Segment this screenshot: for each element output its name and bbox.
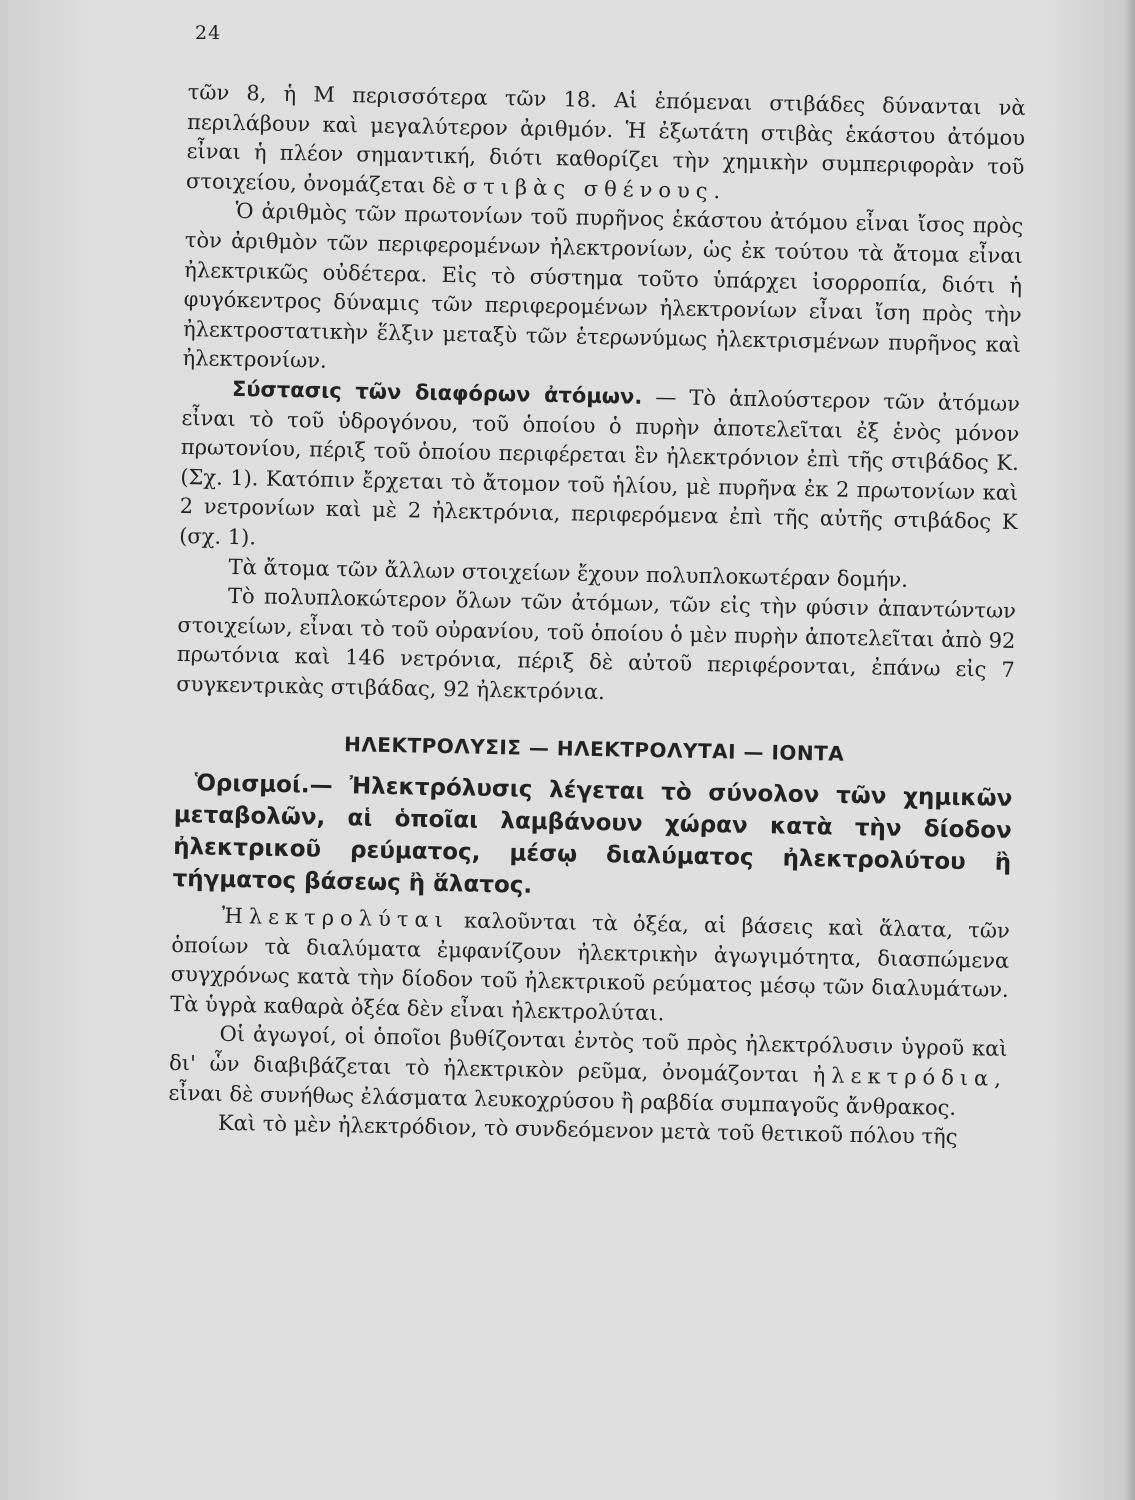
paragraph-other-elements: Τὰ ἄτομα τῶν ἄλλων στοιχείων ἔχουν πολυπλοκωτέραν δομήν. <box>228 554 909 592</box>
spaced-term-electrolytes: Ἠλεκτρολύται <box>221 903 450 933</box>
paragraph-electrolytes <box>170 901 1010 1035</box>
page-body <box>168 78 1026 1154</box>
definition-text: Ἠλεκτρόλυσις λέγεται τὸ σύνολον τῶν χημικῶν μεταβολῶν, αἱ ὁποῖαι λαμβάνουν χώραν κατὰ τὴν δίοδον ἠλεκτρικοῦ ρεύματος, μέσῳ διαλύματος ἠλεκτρολύτου ἢ τήγματος βάσεως ἢ ἅλατος. <box>172 773 1013 899</box>
paragraph-uranium: Τὸ πολυπλοκώτερον ὅλων τῶν ἀτόμων, τῶν εἰς τὴν φύσιν ἀπαντώντων στοιχείων, εἶναι τὸ τοῦ οὐρανίου, τοῦ ὁποίου ὁ μὲν πυρὴν ἀποτελεῖται ἀπὸ 92 πρωτόνια καὶ 146 νετρόνια, πέριξ δὲ αὐτοῦ περιφέρονται, ἐπάνω εἰς 7 συγκεντρικὰς στιβάδας, 92 ἠλεκτρόνια. <box>176 583 1017 704</box>
spaced-term-electrodes: ἠλεκτρόδια, <box>812 1063 1008 1091</box>
paragraph-valence-shell <box>186 78 1026 212</box>
runin-heading-definitions: Ὁρισμοί.— <box>194 770 333 799</box>
paragraph-proton-count: Ὁ ἀριθμὸς τῶν πρωτονίων τοῦ πυρῆνος ἑκάστου ἀτόμου εἶναι ἴσος πρὸς τὸν ἀριθμὸν τῶν περιφερομένων ἠλεκτρονίων, ὡς ἐκ τούτου τὰ ἄτομα εἶναι ἠλεκτρικῶς οὐδέτερα. Εἰς τὸ σύστημα τοῦτο ὑπάρχει ἰσορροπία, διότι ἡ φυγόκεντρος δύναμις τῶν περιφερομένων ἠλεκτρονίων εἶναι ἴση πρὸς τὴν ἠλεκτροστατικὴν ἕλξιν μεταξὺ τῶν ἑτερωνύμως ἠλεκτρισμένων πυρῆνος καὶ ἠλεκτρονίων. <box>182 199 1024 374</box>
page-edge-shadow <box>1123 0 1135 1500</box>
paragraph-atom-composition <box>179 374 1020 568</box>
runin-heading-atom-composition: Σύστασις τῶν διαφόρων ἀτόμων. <box>231 376 643 409</box>
page-number: 24 <box>195 22 222 44</box>
definition-electrolysis <box>172 767 1012 911</box>
section-title-electrolysis: ΗΛΕΚΤΡΟΛΥΣΙΣ — ΗΛΕΚΤΡΟΛΥΤΑΙ — ΙΟΝΤΑ <box>343 732 845 767</box>
paragraph-electrodes <box>168 1019 1008 1124</box>
spaced-term-valence-shell: στιβὰς σθένους. <box>462 174 727 204</box>
paragraph-text: καλοῦνται τὰ ὀξέα, αἱ βάσεις καὶ ἅλατα, τῶν ὁποίων τὰ διαλύματα ἐμφανίζουν ἠλεκτρικὴν ἀγωγιμότητα, διασπώμενα συγχρόνως κατὰ τὴν δίοδον τοῦ ἠλεκτρικοῦ ρεύματος μέσῳ τῶν διαλυμάτων. Τὰ ὑγρὰ καθαρὰ ὀξέα δὲν εἶναι ἠλεκτρολύται. <box>169 908 1011 1026</box>
paragraph-text: εἶναι δὲ συνήθως ἐλάσματα λευκοχρύσου ἢ ραβδία συμπαγοῦς ἄνθρακος. <box>168 1080 957 1120</box>
paragraph-text: Οἱ ἀγωγοί, οἱ ὁποῖοι βυθίζονται ἐντὸς τοῦ πρὸς ἠλεκτρόλυσιν ὑγροῦ καὶ δι' ὧν διαβιβάζεται τὸ ἠλεκτρικὸν ρεῦμα, ὀνομάζονται <box>168 1022 1008 1087</box>
paragraph-anode-start: Καὶ τὸ μὲν ἠλεκτρόδιον, τὸ συνδεόμενον μετὰ τοῦ θετικοῦ πόλου τῆς <box>217 1110 958 1150</box>
paragraph-text: τῶν 8, ἡ Μ περισσότερα τῶν 18. Αἱ ἑπόμεναι στιβάδες δύνανται νὰ περιλάβουν καὶ μεγαλύτερον ἀριθμόν. Ἡ ἐξωτάτη στιβὰς ἑκάστου ἀτόμου εἶναι ἡ πλέον σημαντική, διότι καθορίζει τὴν χημικὴν συμπεριφορὰν τοῦ στοιχείου, ὀνομάζεται δὲ <box>185 79 1026 198</box>
paragraph-text: — Τὸ ἁπλούστερον τῶν ἀτόμων εἶναι τὸ τοῦ ὑδρογόνου, τοῦ ὁποίου ὁ πυρὴν ἀποτελεῖται ἐξ ἑνὸς μόνον πρωτονίου, πέριξ τοῦ ὁποίου περιφέρεται ἓν ἠλεκτρόνιον ἐπὶ τῆς στιβάδος Κ. (Σχ. 1). Κατόπιν ἔρχεται τὸ ἄτομον τοῦ ἡλίου, μὲ πυρῆνα ἐκ 2 πρωτονίων καὶ 2 νετρονίων καὶ μὲ 2 ἠλεκτρόνια, περιφερόμενα ἐπὶ τῆς αὐτῆς στιβάδος Κ (σχ. 1). <box>178 384 1021 550</box>
